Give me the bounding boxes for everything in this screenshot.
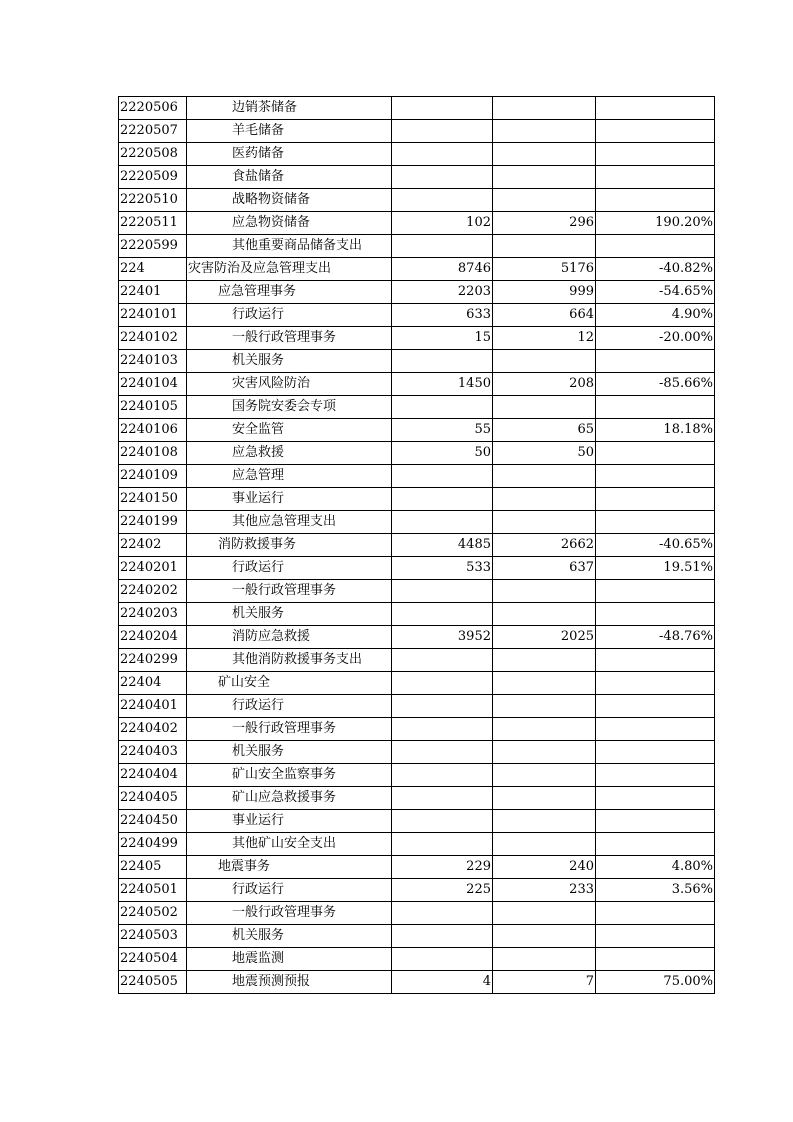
row-value-prev-cell: 533 <box>392 557 493 580</box>
row-change-pct-cell <box>596 902 715 925</box>
table-row <box>119 810 715 833</box>
table-row <box>119 258 715 281</box>
row-value-prev-cell: 15 <box>392 327 493 350</box>
row-change-pct-cell <box>596 695 715 718</box>
row-name-cell: 地震监测 <box>187 948 392 971</box>
row-code-cell: 2240404 <box>119 764 187 787</box>
row-change-pct-cell <box>596 948 715 971</box>
row-change-pct-cell <box>596 672 715 695</box>
row-code-cell: 2240201 <box>119 557 187 580</box>
row-change-pct-cell: 18.18% <box>596 419 715 442</box>
row-name-cell: 矿山应急救援事务 <box>187 787 392 810</box>
row-change-pct-cell: -85.66% <box>596 373 715 396</box>
row-name-cell: 其他应急管理支出 <box>187 511 392 534</box>
row-name-cell: 国务院安委会专项 <box>187 396 392 419</box>
budget-table <box>118 96 715 994</box>
table-row <box>119 718 715 741</box>
row-change-pct-cell <box>596 603 715 626</box>
row-value-curr-cell: 637 <box>493 557 596 580</box>
row-code-cell: 2240109 <box>119 465 187 488</box>
row-change-pct-cell: 4.90% <box>596 304 715 327</box>
row-change-pct-cell <box>596 396 715 419</box>
row-change-pct-cell <box>596 741 715 764</box>
row-value-curr-cell <box>493 488 596 511</box>
row-value-prev-cell <box>392 948 493 971</box>
row-value-prev-cell <box>392 833 493 856</box>
row-code-cell: 2240499 <box>119 833 187 856</box>
row-name-cell: 羊毛储备 <box>187 120 392 143</box>
row-value-curr-cell <box>493 603 596 626</box>
row-name-cell: 机关服务 <box>187 350 392 373</box>
row-change-pct-cell: -40.65% <box>596 534 715 557</box>
row-code-cell: 2240405 <box>119 787 187 810</box>
row-value-prev-cell <box>392 143 493 166</box>
row-value-prev-cell <box>392 649 493 672</box>
table-row <box>119 373 715 396</box>
row-value-prev-cell <box>392 695 493 718</box>
table-row <box>119 833 715 856</box>
row-value-curr-cell: 12 <box>493 327 596 350</box>
row-value-curr-cell: 240 <box>493 856 596 879</box>
row-value-curr-cell <box>493 97 596 120</box>
table-row <box>119 902 715 925</box>
row-code-cell: 2220509 <box>119 166 187 189</box>
row-value-prev-cell: 50 <box>392 442 493 465</box>
row-change-pct-cell <box>596 442 715 465</box>
row-value-curr-cell: 296 <box>493 212 596 235</box>
row-value-curr-cell <box>493 787 596 810</box>
table-row <box>119 396 715 419</box>
row-code-cell: 2240105 <box>119 396 187 419</box>
row-value-prev-cell: 633 <box>392 304 493 327</box>
row-code-cell: 2240101 <box>119 304 187 327</box>
row-value-curr-cell <box>493 143 596 166</box>
table-row <box>119 856 715 879</box>
row-value-curr-cell <box>493 695 596 718</box>
row-code-cell: 2240204 <box>119 626 187 649</box>
row-name-cell: 应急管理 <box>187 465 392 488</box>
row-change-pct-cell <box>596 649 715 672</box>
row-change-pct-cell: -54.65% <box>596 281 715 304</box>
table-row <box>119 672 715 695</box>
row-name-cell: 其他重要商品储备支出 <box>187 235 392 258</box>
row-value-curr-cell: 208 <box>493 373 596 396</box>
row-value-curr-cell <box>493 810 596 833</box>
row-name-cell: 一般行政管理事务 <box>187 580 392 603</box>
row-code-cell: 22404 <box>119 672 187 695</box>
table-row <box>119 603 715 626</box>
row-code-cell: 2240199 <box>119 511 187 534</box>
row-name-cell: 灾害防治及应急管理支出 <box>187 258 392 281</box>
row-change-pct-cell <box>596 833 715 856</box>
row-code-cell: 2240150 <box>119 488 187 511</box>
table-row <box>119 189 715 212</box>
row-change-pct-cell: 3.56% <box>596 879 715 902</box>
table-row <box>119 925 715 948</box>
row-change-pct-cell <box>596 925 715 948</box>
table-row <box>119 419 715 442</box>
table-row <box>119 580 715 603</box>
row-code-cell: 2240108 <box>119 442 187 465</box>
row-value-prev-cell <box>392 672 493 695</box>
row-value-prev-cell <box>392 396 493 419</box>
row-value-curr-cell <box>493 166 596 189</box>
row-value-prev-cell: 8746 <box>392 258 493 281</box>
row-value-curr-cell <box>493 580 596 603</box>
table-row <box>119 557 715 580</box>
table-row <box>119 465 715 488</box>
row-value-prev-cell: 225 <box>392 879 493 902</box>
row-value-prev-cell <box>392 741 493 764</box>
row-value-prev-cell: 1450 <box>392 373 493 396</box>
row-value-prev-cell <box>392 465 493 488</box>
row-value-curr-cell <box>493 649 596 672</box>
row-change-pct-cell <box>596 97 715 120</box>
row-change-pct-cell <box>596 511 715 534</box>
row-value-curr-cell <box>493 741 596 764</box>
table-row <box>119 304 715 327</box>
row-value-prev-cell: 4485 <box>392 534 493 557</box>
row-name-cell: 消防救援事务 <box>187 534 392 557</box>
table-row <box>119 741 715 764</box>
row-name-cell: 其他矿山安全支出 <box>187 833 392 856</box>
row-value-curr-cell <box>493 718 596 741</box>
row-name-cell: 地震预测预报 <box>187 971 392 994</box>
table-row <box>119 534 715 557</box>
row-change-pct-cell <box>596 764 715 787</box>
row-value-curr-cell <box>493 120 596 143</box>
row-code-cell: 22402 <box>119 534 187 557</box>
row-code-cell: 2220511 <box>119 212 187 235</box>
row-name-cell: 矿山安全 <box>187 672 392 695</box>
row-value-curr-cell <box>493 672 596 695</box>
row-code-cell: 2240202 <box>119 580 187 603</box>
row-change-pct-cell <box>596 120 715 143</box>
row-value-curr-cell <box>493 511 596 534</box>
row-value-prev-cell: 3952 <box>392 626 493 649</box>
table-row <box>119 350 715 373</box>
row-code-cell: 22401 <box>119 281 187 304</box>
row-code-cell: 2240102 <box>119 327 187 350</box>
row-name-cell: 一般行政管理事务 <box>187 327 392 350</box>
row-code-cell: 2220599 <box>119 235 187 258</box>
row-name-cell: 其他消防救援事务支出 <box>187 649 392 672</box>
row-change-pct-cell <box>596 488 715 511</box>
row-value-prev-cell: 55 <box>392 419 493 442</box>
row-value-curr-cell <box>493 396 596 419</box>
row-name-cell: 机关服务 <box>187 603 392 626</box>
table-row <box>119 879 715 902</box>
row-value-curr-cell <box>493 948 596 971</box>
table-row <box>119 787 715 810</box>
table-row <box>119 511 715 534</box>
row-name-cell: 事业运行 <box>187 810 392 833</box>
row-value-prev-cell <box>392 350 493 373</box>
row-value-curr-cell: 7 <box>493 971 596 994</box>
row-name-cell: 应急管理事务 <box>187 281 392 304</box>
row-change-pct-cell <box>596 235 715 258</box>
table-body <box>119 97 715 994</box>
row-code-cell: 2240401 <box>119 695 187 718</box>
row-value-curr-cell <box>493 925 596 948</box>
row-name-cell: 战略物资储备 <box>187 189 392 212</box>
row-code-cell: 2220510 <box>119 189 187 212</box>
row-change-pct-cell <box>596 189 715 212</box>
row-value-prev-cell <box>392 120 493 143</box>
row-change-pct-cell: -40.82% <box>596 258 715 281</box>
row-change-pct-cell <box>596 580 715 603</box>
table-row <box>119 120 715 143</box>
row-name-cell: 应急救援 <box>187 442 392 465</box>
row-value-prev-cell <box>392 166 493 189</box>
row-value-prev-cell <box>392 488 493 511</box>
table-row <box>119 626 715 649</box>
row-name-cell: 医药储备 <box>187 143 392 166</box>
row-change-pct-cell <box>596 166 715 189</box>
table-row <box>119 948 715 971</box>
row-code-cell: 2220508 <box>119 143 187 166</box>
row-value-prev-cell: 229 <box>392 856 493 879</box>
row-value-curr-cell: 664 <box>493 304 596 327</box>
row-value-curr-cell <box>493 902 596 925</box>
row-code-cell: 2240503 <box>119 925 187 948</box>
row-value-curr-cell: 50 <box>493 442 596 465</box>
row-name-cell: 行政运行 <box>187 557 392 580</box>
row-code-cell: 22405 <box>119 856 187 879</box>
row-value-curr-cell: 5176 <box>493 258 596 281</box>
row-code-cell: 2240501 <box>119 879 187 902</box>
row-value-prev-cell: 2203 <box>392 281 493 304</box>
row-code-cell: 2240403 <box>119 741 187 764</box>
row-change-pct-cell: 75.00% <box>596 971 715 994</box>
row-value-prev-cell <box>392 925 493 948</box>
row-change-pct-cell <box>596 718 715 741</box>
row-value-prev-cell <box>392 235 493 258</box>
row-value-prev-cell: 102 <box>392 212 493 235</box>
row-value-prev-cell <box>392 718 493 741</box>
row-name-cell: 食盐储备 <box>187 166 392 189</box>
row-name-cell: 一般行政管理事务 <box>187 718 392 741</box>
row-code-cell: 2240106 <box>119 419 187 442</box>
row-code-cell: 2240402 <box>119 718 187 741</box>
row-value-curr-cell: 999 <box>493 281 596 304</box>
row-code-cell: 2220507 <box>119 120 187 143</box>
row-name-cell: 灾害风险防治 <box>187 373 392 396</box>
row-value-prev-cell <box>392 580 493 603</box>
row-code-cell: 2240103 <box>119 350 187 373</box>
row-value-prev-cell <box>392 902 493 925</box>
table-row <box>119 143 715 166</box>
row-value-prev-cell <box>392 603 493 626</box>
row-code-cell: 224 <box>119 258 187 281</box>
row-name-cell: 事业运行 <box>187 488 392 511</box>
row-code-cell: 2240104 <box>119 373 187 396</box>
row-name-cell: 行政运行 <box>187 304 392 327</box>
row-name-cell: 行政运行 <box>187 879 392 902</box>
table-row <box>119 695 715 718</box>
row-value-prev-cell: 4 <box>392 971 493 994</box>
row-change-pct-cell: -20.00% <box>596 327 715 350</box>
row-code-cell: 2240450 <box>119 810 187 833</box>
row-change-pct-cell: 4.80% <box>596 856 715 879</box>
row-value-prev-cell <box>392 189 493 212</box>
row-change-pct-cell <box>596 810 715 833</box>
row-name-cell: 消防应急救援 <box>187 626 392 649</box>
row-code-cell: 2240504 <box>119 948 187 971</box>
row-value-curr-cell <box>493 764 596 787</box>
row-change-pct-cell <box>596 143 715 166</box>
row-name-cell: 机关服务 <box>187 741 392 764</box>
row-code-cell: 2240505 <box>119 971 187 994</box>
row-name-cell: 机关服务 <box>187 925 392 948</box>
table-row <box>119 971 715 994</box>
row-value-curr-cell <box>493 833 596 856</box>
row-name-cell: 矿山安全监察事务 <box>187 764 392 787</box>
row-value-prev-cell <box>392 511 493 534</box>
row-code-cell: 2240502 <box>119 902 187 925</box>
row-name-cell: 应急物资储备 <box>187 212 392 235</box>
table-row <box>119 649 715 672</box>
row-name-cell: 一般行政管理事务 <box>187 902 392 925</box>
row-value-curr-cell: 2662 <box>493 534 596 557</box>
row-value-prev-cell <box>392 764 493 787</box>
row-code-cell: 2240299 <box>119 649 187 672</box>
table-row <box>119 327 715 350</box>
row-value-curr-cell: 233 <box>493 879 596 902</box>
row-change-pct-cell <box>596 465 715 488</box>
row-value-prev-cell <box>392 97 493 120</box>
row-value-curr-cell <box>493 235 596 258</box>
row-change-pct-cell <box>596 787 715 810</box>
row-name-cell: 行政运行 <box>187 695 392 718</box>
row-change-pct-cell: 19.51% <box>596 557 715 580</box>
table-row <box>119 764 715 787</box>
table-row <box>119 281 715 304</box>
row-value-curr-cell <box>493 189 596 212</box>
row-value-curr-cell <box>493 465 596 488</box>
row-value-prev-cell <box>392 810 493 833</box>
table-row <box>119 235 715 258</box>
row-name-cell: 边销茶储备 <box>187 97 392 120</box>
row-change-pct-cell: 190.20% <box>596 212 715 235</box>
table-row <box>119 488 715 511</box>
row-code-cell: 2220506 <box>119 97 187 120</box>
table-row <box>119 442 715 465</box>
table-row <box>119 97 715 120</box>
row-change-pct-cell <box>596 350 715 373</box>
row-value-prev-cell <box>392 787 493 810</box>
row-change-pct-cell: -48.76% <box>596 626 715 649</box>
row-value-curr-cell <box>493 350 596 373</box>
row-value-curr-cell: 65 <box>493 419 596 442</box>
row-name-cell: 地震事务 <box>187 856 392 879</box>
row-code-cell: 2240203 <box>119 603 187 626</box>
row-name-cell: 安全监管 <box>187 419 392 442</box>
table-row <box>119 166 715 189</box>
row-value-curr-cell: 2025 <box>493 626 596 649</box>
table-row <box>119 212 715 235</box>
